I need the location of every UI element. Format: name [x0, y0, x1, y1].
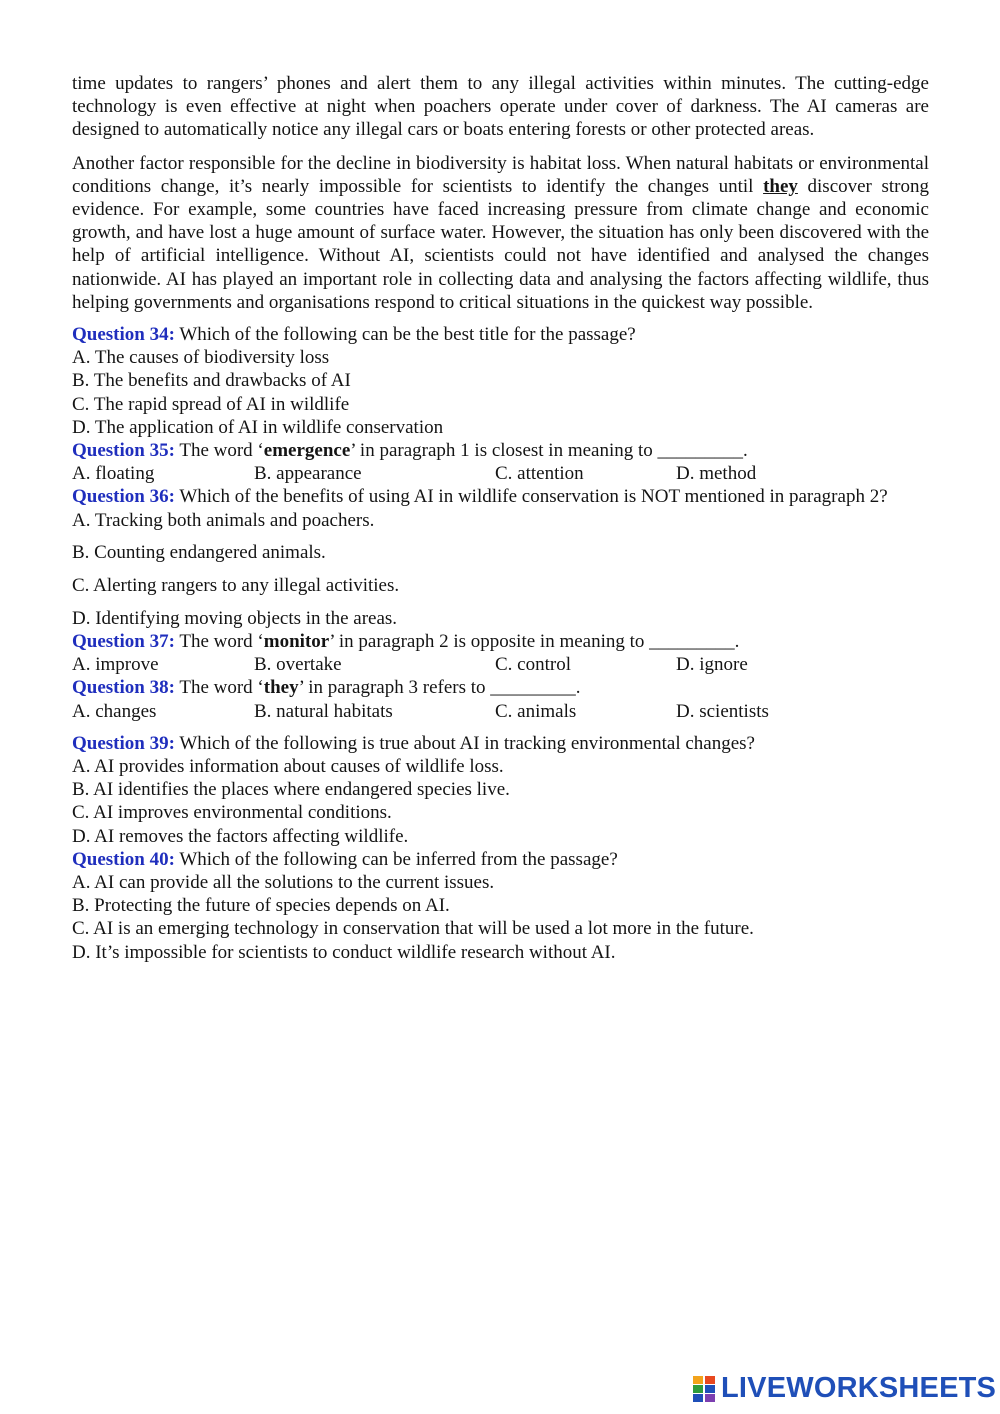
question-text: Which of the following is true about AI in tracking environmental changes?: [174, 732, 755, 754]
question-label: Question 37:: [72, 630, 175, 652]
option-d[interactable]: D. Identifying moving objects in the areas.: [72, 607, 398, 629]
keyword: emergence: [263, 440, 351, 462]
passage-paragraph-1: time updates to rangers’ phones and alert them to any illegal activities within minutes. The cutting-edge technology is even effective at night when poachers operate under cover of darkness. The AI cameras are designed to automatically notice any illegal cars or boats entering forests or other protected areas.: [72, 73, 929, 141]
option-a[interactable]: A. AI can provide all the solutions to the current issues.: [72, 872, 495, 893]
option-b[interactable]: B. AI identifies the places where endangered species live.: [72, 779, 510, 801]
option-b[interactable]: B. Counting endangered animals.: [72, 542, 326, 564]
question-text: ’ in paragraph 3 refers to _________.: [298, 677, 581, 699]
question-label: Question 38:: [72, 677, 175, 699]
liveworksheets-logo-icon: [693, 1376, 717, 1402]
option-c[interactable]: C. Alerting rangers to any illegal activities.: [72, 575, 400, 597]
question-text: Which of the following can be the best title for the passage?: [174, 324, 636, 346]
options-row: [72, 653, 929, 676]
option-b[interactable]: B. Protecting the future of species depends on AI.: [72, 895, 450, 917]
keyword: they: [263, 677, 299, 699]
option-c[interactable]: C. control: [495, 654, 571, 676]
option-a[interactable]: A. Tracking both animals and poachers.: [72, 509, 375, 531]
question-label: Question 34:: [72, 324, 175, 346]
option-d[interactable]: D. ignore: [676, 654, 748, 676]
question-label: Question 36:: [72, 486, 175, 508]
question-text: Which of the following can be inferred from the passage?: [174, 848, 618, 870]
option-c[interactable]: C. The rapid spread of AI in wildlife: [72, 393, 350, 415]
passage-paragraph-3: [72, 152, 929, 314]
option-d[interactable]: D. AI removes the factors affecting wildlife.: [72, 825, 409, 847]
option-a[interactable]: A. changes: [72, 700, 157, 722]
question-35: [72, 439, 929, 462]
option-a[interactable]: A. floating: [72, 463, 155, 485]
liveworksheets-logo: [693, 1373, 996, 1405]
options-row: [72, 700, 929, 723]
question-39: [72, 732, 929, 755]
option-b[interactable]: B. The benefits and drawbacks of AI: [72, 370, 351, 392]
option-d[interactable]: D. The application of AI in wildlife conservation: [72, 416, 444, 438]
keyword: monitor: [263, 630, 330, 652]
passage-text: discover strong evidence. For example, some countries have faced increasing pressure from climate change and economic growth, and have lost a huge amount of surface water. However, the situation has only been discovered with the help of artificial intelligence. Without AI, scientists could not have identified and analysed the changes nationwide. AI has played an important role in collecting data and analysing the factors affecting wildlife, thus helping governments and organisations respond to critical situations in the quickest way possible.: [72, 175, 930, 313]
referent-word: they: [763, 175, 798, 197]
question-text: ’ in paragraph 1 is closest in meaning to _________.: [350, 440, 748, 462]
question-text: The word ‘: [174, 440, 264, 462]
worksheet-page: [72, 72, 929, 964]
option-b[interactable]: B. overtake: [254, 654, 342, 676]
option-a[interactable]: A. The causes of biodiversity loss: [72, 347, 330, 369]
option-a[interactable]: A. improve: [72, 654, 159, 676]
question-34: [72, 323, 929, 346]
option-b[interactable]: B. appearance: [254, 463, 362, 485]
question-text: The word ‘: [174, 677, 264, 699]
option-c[interactable]: C. animals: [495, 700, 577, 722]
option-c[interactable]: C. attention: [495, 463, 584, 485]
question-37: [72, 630, 929, 653]
question-list: [72, 323, 929, 964]
liveworksheets-logo-text: LIVEWORKSHEETS: [721, 1372, 997, 1405]
question-label: Question 35:: [72, 440, 175, 462]
question-text: ’ in paragraph 2 is opposite in meaning to _________.: [329, 630, 740, 652]
options-row: [72, 462, 929, 485]
option-c[interactable]: C. AI improves environmental conditions.: [72, 802, 392, 824]
option-b[interactable]: B. natural habitats: [254, 700, 393, 722]
option-d[interactable]: D. It’s impossible for scientists to conduct wildlife research without AI.: [72, 941, 616, 963]
question-text: The word ‘: [174, 630, 264, 652]
question-38: [72, 676, 929, 699]
option-c[interactable]: C. AI is an emerging technology in conservation that will be used a lot more in the future.: [72, 918, 754, 940]
option-d[interactable]: D. method: [676, 463, 757, 485]
option-d[interactable]: D. scientists: [676, 700, 769, 722]
question-36: [72, 485, 944, 508]
question-label: Question 39:: [72, 732, 175, 754]
question-text: Which of the benefits of using AI in wildlife conservation is NOT mentioned in paragraph 2?: [174, 486, 888, 508]
question-40: [72, 848, 929, 871]
passage-text: Another factor responsible for the decline in biodiversity is habitat loss. When natural habitats or environmental conditions change, it’s nearly impossible for scientists to identify the changes until: [72, 152, 929, 197]
option-a[interactable]: A. AI provides information about causes of wildlife loss.: [72, 755, 504, 777]
question-label: Question 40:: [72, 848, 175, 870]
